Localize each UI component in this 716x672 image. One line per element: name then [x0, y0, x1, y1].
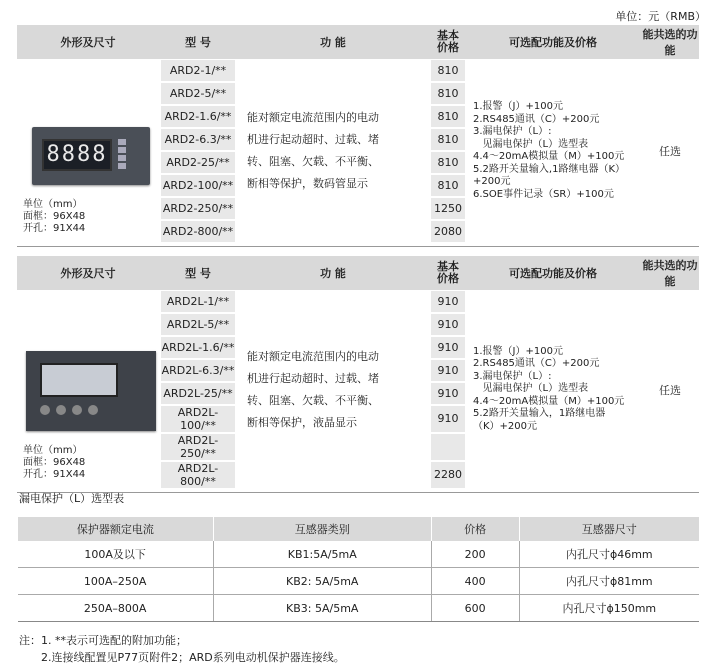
price-cell: 1250 — [431, 197, 465, 220]
table-row — [18, 595, 700, 622]
available-options: 任选 — [659, 145, 681, 158]
header-model: 型 号 — [161, 25, 235, 59]
model-cell: ARD2-5/** — [161, 82, 235, 105]
price-cell: 910 — [431, 290, 465, 313]
price-cell: 2280 — [431, 461, 465, 489]
selection-cell: KB2: 5A/5mA — [213, 568, 431, 595]
model-cell: ARD2L-25/** — [161, 382, 235, 405]
function-description: 能对额定电流范围内的电动 机进行起动超时、过载、堵 转、阻塞、欠载、不平衡、 断相等保护，液晶显示 — [247, 349, 379, 429]
header-basic-price: 基本 价格 — [431, 25, 465, 59]
model-cell: ARD2L-100/** — [161, 405, 235, 433]
leakage-selection-table — [17, 517, 699, 622]
available-options: 任选 — [659, 383, 681, 397]
model-cell: ARD2L-250/** — [161, 433, 235, 461]
dimension-line: 面框：96X48 — [23, 210, 86, 222]
selection-cell: KB3: 5A/5mA — [213, 595, 431, 622]
header-function: 功 能 — [237, 256, 429, 290]
selection-cell: 400 — [431, 568, 519, 595]
model-cell: ARD2L-1.6/** — [161, 336, 235, 359]
product-table-ard2l — [17, 256, 699, 493]
selection-cell: KB1:5A/5mA — [213, 541, 431, 568]
selection-header: 互感器尺寸 — [519, 517, 699, 541]
device-image-cell — [17, 59, 159, 243]
lcd-screen — [40, 363, 118, 397]
model-cell: ARD2-1.6/** — [161, 105, 235, 128]
header-function: 功 能 — [237, 25, 429, 59]
selection-header: 保护器额定电流 — [18, 517, 214, 541]
price-cell: 910 — [431, 359, 465, 382]
selection-cell: 内孔尺寸ϕ150mm — [519, 595, 699, 622]
optional-features: 1.报警（J）+100元 2.RS485通讯（C）+200元 3.漏电保护（L）: 见漏电保护（L）选型表 4.4～20mA模拟量（M）+100元 5.2路开关量输入，1路继电器 （K）+200元 — [473, 345, 625, 432]
dimension-line: 面框：96X48 — [23, 456, 86, 468]
model-cell: ARD2-6.3/** — [161, 128, 235, 151]
device-image-cell — [17, 290, 159, 489]
model-cell: ARD2L-800/** — [161, 461, 235, 489]
price-cell: 910 — [431, 336, 465, 359]
dimension-line: 单位（mm） — [23, 198, 83, 210]
optional-features: 1.报警（J）+100元 2.RS485通讯（C）+200元 3.漏电保护（L）: 见漏电保护（L）选型表 4.4～20mA模拟量（M）+100元 5.2路开关量输入,1路继电器（K） +200元 6.SOE事件记录（SR）+100元 — [473, 101, 626, 200]
table-row — [17, 59, 699, 82]
function-description: 能对额定电流范围内的电动 机进行起动超时、过载、堵 转、阻塞、欠载、不平衡、 断相等保护，数码管显示 — [247, 111, 379, 190]
product-table-ard2 — [17, 25, 699, 247]
dimension-line: 开孔：91X44 — [23, 222, 86, 234]
header-available: 能共选的功能 — [641, 256, 699, 290]
price-cell: 810 — [431, 151, 465, 174]
price-cell: 810 — [431, 105, 465, 128]
model-cell: ARD2-1/** — [161, 59, 235, 82]
price-cell: 2080 — [431, 220, 465, 243]
model-cell: ARD2L-1/** — [161, 290, 235, 313]
price-cell: 910 — [431, 313, 465, 336]
digital-display: 8888 — [42, 139, 112, 171]
model-cell: ARD2-800/** — [161, 220, 235, 243]
header-options: 可选配功能及价格 — [467, 25, 639, 59]
selection-cell: 内孔尺寸ϕ46mm — [519, 541, 699, 568]
note-1: 注：1. **表示可选配的附加功能； — [19, 634, 187, 647]
header-shape: 外形及尺寸 — [17, 25, 159, 59]
currency-unit: 单位：元（RMB） — [615, 10, 706, 23]
selection-cell: 200 — [431, 541, 519, 568]
price-cell: 810 — [431, 59, 465, 82]
table-row — [18, 541, 700, 568]
price-cell: 810 — [431, 174, 465, 197]
table-row — [18, 568, 700, 595]
price-cell: 810 — [431, 82, 465, 105]
price-cell: 910 — [431, 405, 465, 433]
header-available: 能共选的功能 — [641, 25, 699, 59]
dimension-line: 单位（mm） — [23, 444, 83, 456]
note-2: 2.连接线配置见P77页附件2；ARD系列电动机保护器连接线。 — [41, 651, 345, 664]
model-cell: ARD2L-6.3/** — [161, 359, 235, 382]
device-ard2l-image — [26, 351, 156, 431]
selection-cell: 250A–800A — [18, 595, 214, 622]
dimension-line: 开孔：91X44 — [23, 468, 86, 480]
header-shape: 外形及尺寸 — [17, 256, 159, 290]
table-row — [17, 290, 699, 313]
model-cell: ARD2-25/** — [161, 151, 235, 174]
selection-cell: 600 — [431, 595, 519, 622]
price-cell: 910 — [431, 382, 465, 405]
price-cell: 810 — [431, 128, 465, 151]
selection-cell: 内孔尺寸ϕ81mm — [519, 568, 699, 595]
selection-cell: 100A及以下 — [18, 541, 214, 568]
header-options: 可选配功能及价格 — [467, 256, 639, 290]
selection-header: 互感器类别 — [213, 517, 431, 541]
model-cell: ARD2-100/** — [161, 174, 235, 197]
header-model: 型 号 — [161, 256, 235, 290]
device-ard2-image — [32, 127, 150, 185]
selection-cell: 100A–250A — [18, 568, 214, 595]
price-cell — [431, 433, 465, 461]
selection-table-title: 漏电保护（L）选型表 — [19, 492, 125, 505]
model-cell: ARD2-250/** — [161, 197, 235, 220]
header-basic-price: 基本 价格 — [431, 256, 465, 290]
footnotes — [19, 632, 345, 666]
model-cell: ARD2L-5/** — [161, 313, 235, 336]
selection-header: 价格 — [431, 517, 519, 541]
